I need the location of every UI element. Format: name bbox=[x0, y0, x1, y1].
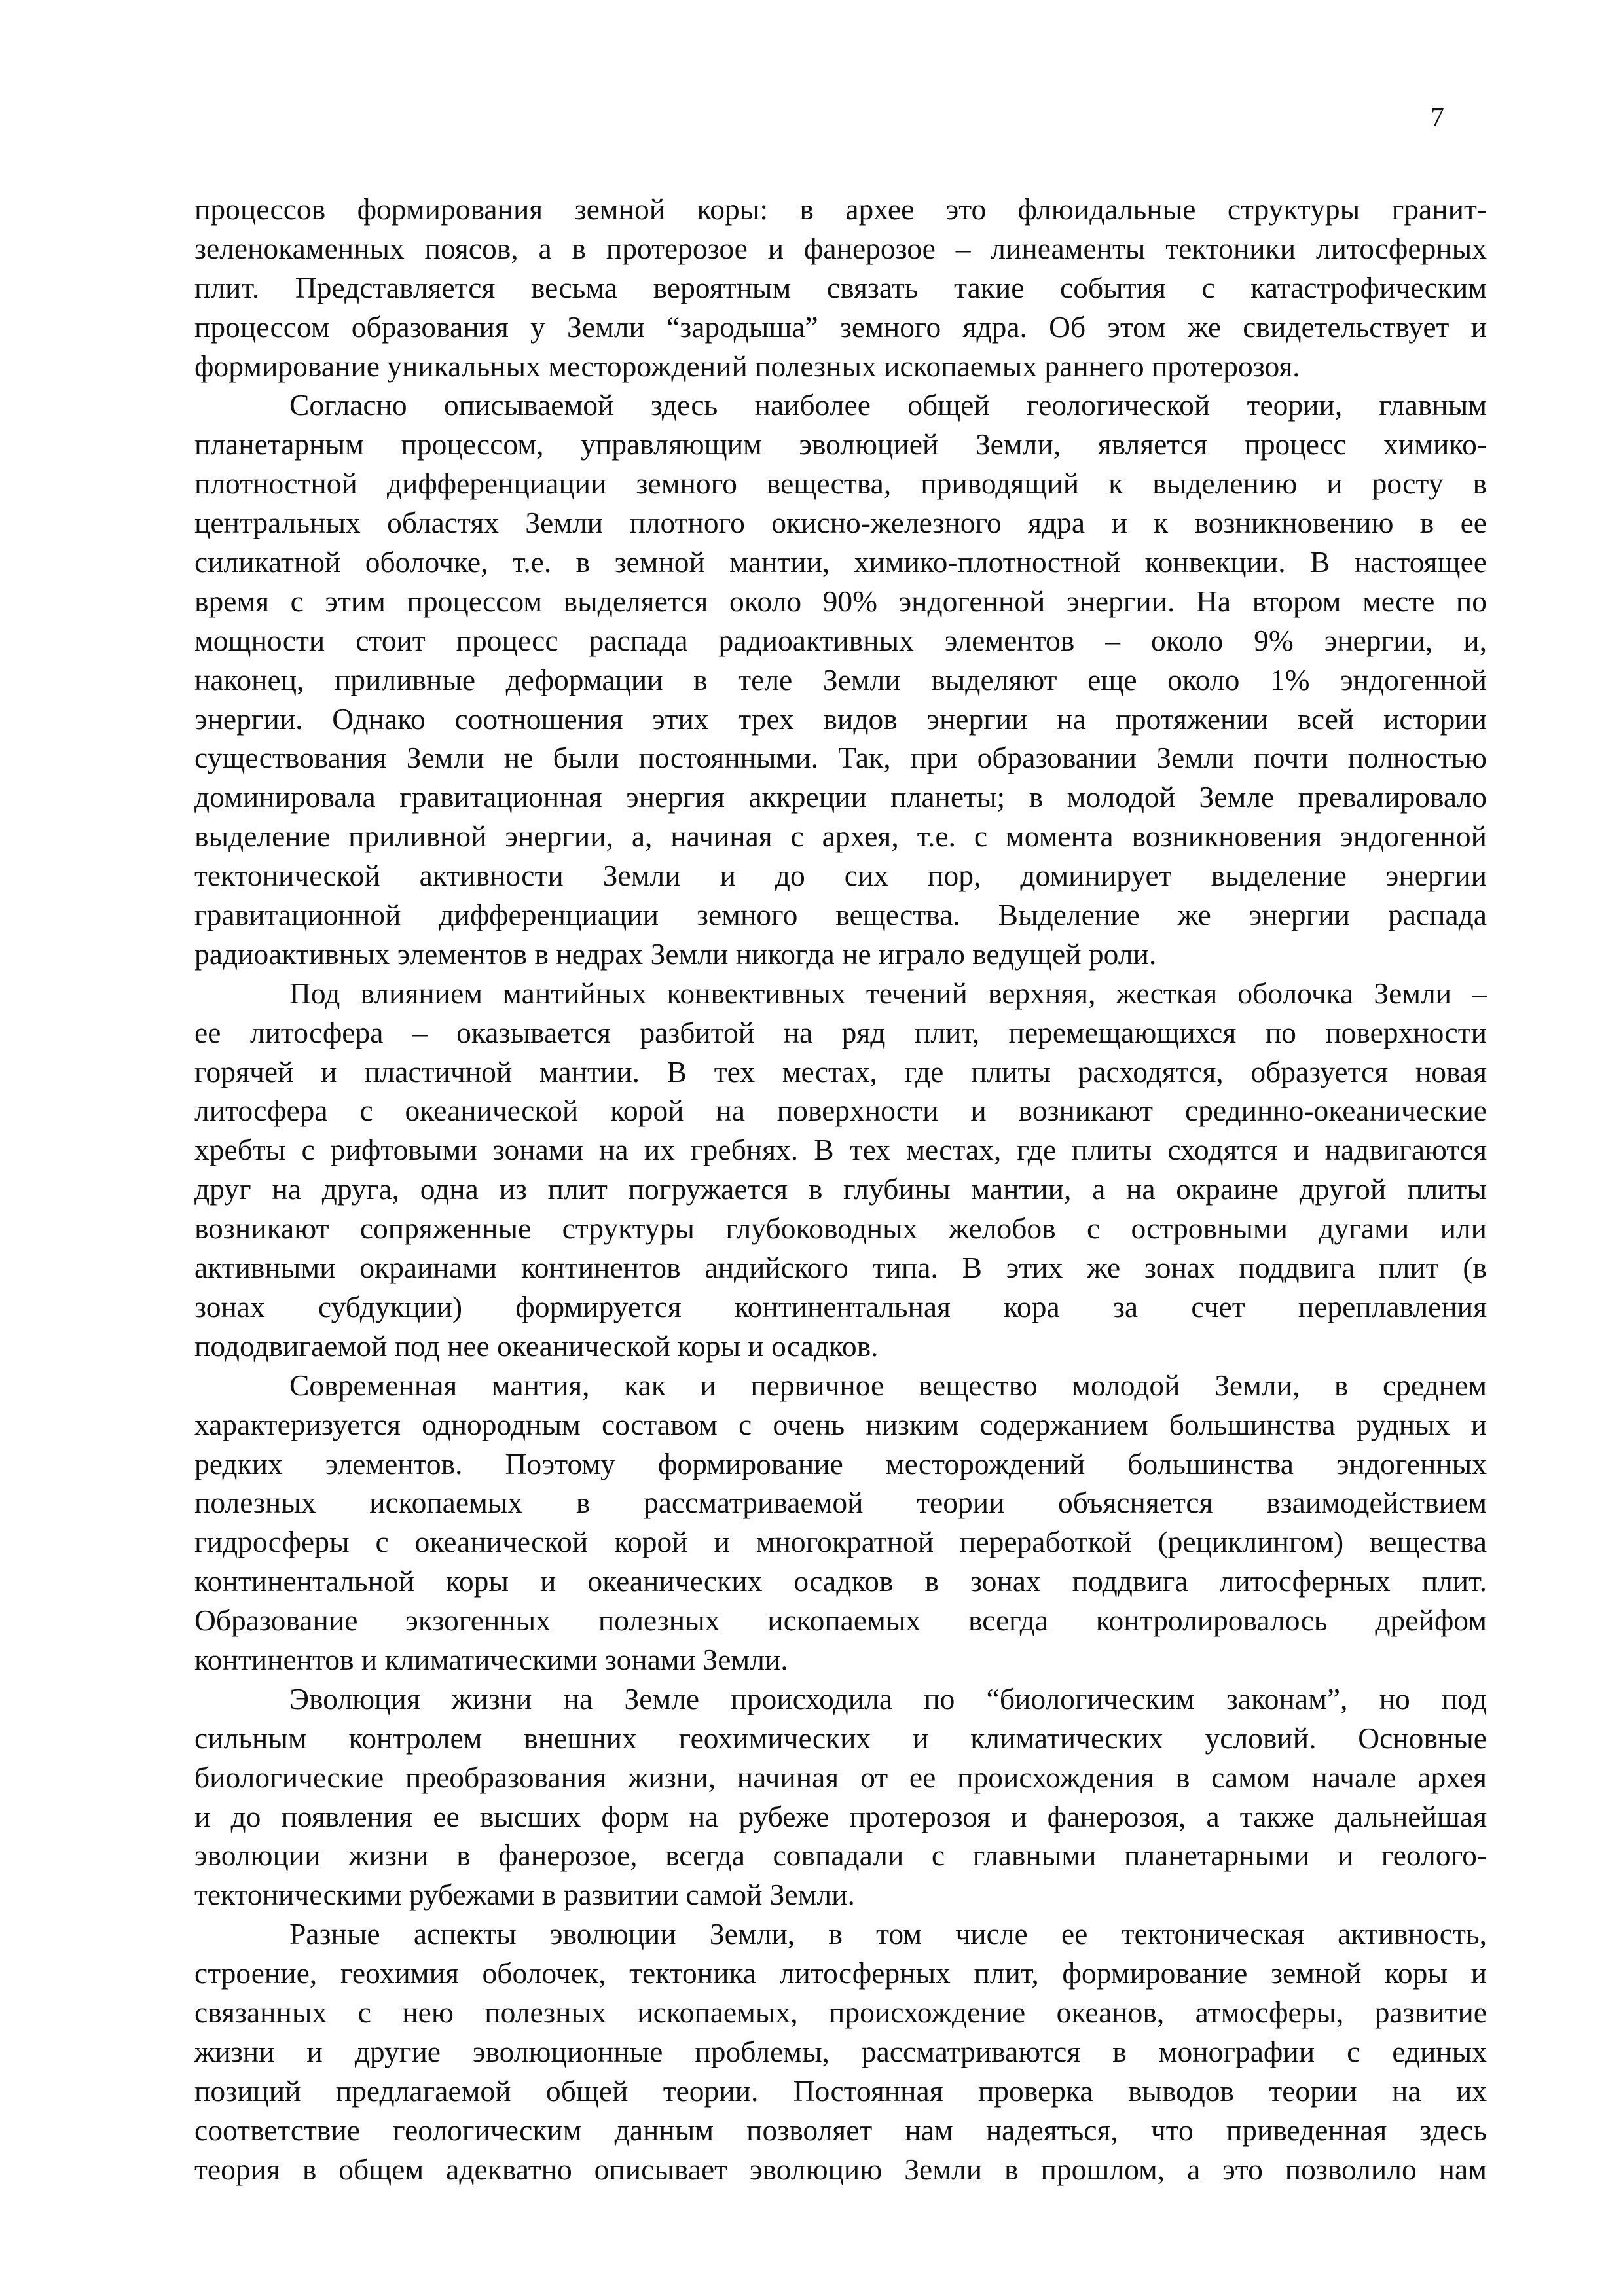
text-line: строение, геохимия оболочек, тектоника литосферных плит, формирование земной коры и bbox=[194, 1956, 1487, 1990]
paragraph bbox=[194, 190, 1487, 386]
text-line: зеленокаменных поясов, а в протерозое и фанерозое – линеаменты тектоники литосферных bbox=[194, 231, 1487, 265]
text-line: наконец, приливные деформации в теле Земли выделяют еще около 1% эндогенной bbox=[194, 662, 1487, 696]
text-line: хребты с рифтовыми зонами на их гребнях. В тех местах, где плиты сходятся и надвигаются bbox=[194, 1133, 1487, 1167]
text-line: континентальной коры и океанических осадков в зонах поддвига литосферных плит. bbox=[194, 1564, 1487, 1598]
text-line: энергии. Однако соотношения этих трех видов энергии на протяжении всей истории bbox=[194, 702, 1487, 736]
text-line: редких элементов. Поэтому формирование месторождений большинства эндогенных bbox=[194, 1446, 1487, 1480]
text-line: полезных ископаемых в рассматриваемой теории объясняется взаимодействием bbox=[194, 1486, 1487, 1520]
text-line: позиций предлагаемой общей теории. Постоянная проверка выводов теории на их bbox=[194, 2073, 1487, 2108]
paragraph bbox=[194, 1914, 1487, 2189]
text-line: выделение приливной энергии, а, начиная с архея, т.е. с момента возникновения эндогенной bbox=[194, 819, 1487, 853]
paragraph bbox=[194, 974, 1487, 1366]
text-line: Под влиянием мантийных конвективных течений верхняя, жесткая оболочка Земли – bbox=[289, 976, 1487, 1010]
text-line: плотностной дифференциации земного вещества, приводящий к выделению и росту в bbox=[194, 467, 1487, 501]
text-line: зонах субдукции) формируется континентальная кора за счет переплавления bbox=[194, 1289, 1487, 1323]
text-line: возникают сопряженные структуры глубоководных желобов с островными дугами или bbox=[194, 1211, 1487, 1246]
text-line: Эволюция жизни на Земле происходила по “биологическим законам”, но под bbox=[289, 1681, 1487, 1715]
text-line: связанных с нею полезных ископаемых, происхождение океанов, атмосферы, развитие bbox=[194, 1995, 1487, 2029]
text-line: пододвигаемой под нее океанической коры и осадков. bbox=[194, 1329, 879, 1363]
text-line: друг на друга, одна из плит погружается в глубины мантии, а на окраине другой плиты bbox=[194, 1172, 1487, 1206]
text-line: доминировала гравитационная энергия аккреции планеты; в молодой Земле превалировало bbox=[194, 780, 1487, 814]
text-line: мощности стоит процесс распада радиоактивных элементов – около 9% энергии, и, bbox=[194, 623, 1487, 657]
text-line: Разные аспекты эволюции Земли, в том числе ее тектоническая активность, bbox=[289, 1917, 1487, 1951]
text-line: активными окраинами континентов андийского типа. В этих же зонах поддвига плит (в bbox=[194, 1251, 1487, 1285]
text-line: соответствие геологическим данным позволяет нам надеяться, что приведенная здесь bbox=[194, 2113, 1487, 2147]
paragraph bbox=[194, 386, 1487, 973]
text-line: процессом образования у Земли “зародыша” земного ядра. Об этом же свидетельствует и bbox=[194, 310, 1487, 344]
text-line: континентов и климатическими зонами Земли. bbox=[194, 1642, 788, 1676]
text-line: радиоактивных элементов в недрах Земли никогда не играло ведущей роли. bbox=[194, 937, 1157, 971]
text-line: горячей и пластичной мантии. В тех местах, где плиты расходятся, образуется новая bbox=[194, 1054, 1487, 1088]
text-line: сильным контролем внешних геохимических и климатических условий. Основные bbox=[194, 1721, 1487, 1755]
text-line: тектонической активности Земли и до сих пор, доминирует выделение энергии bbox=[194, 859, 1487, 893]
text-line: характеризуется однородным составом с очень низким содержанием большинства рудных и bbox=[194, 1407, 1487, 1441]
text-line: Современная мантия, как и первичное вещество молодой Земли, в среднем bbox=[289, 1368, 1487, 1402]
text-line: жизни и другие эволюционные проблемы, рассматриваются в монографии с единых bbox=[194, 2034, 1487, 2068]
text-line: Образование экзогенных полезных ископаемых всегда контролировалось дрейфом bbox=[194, 1604, 1487, 1638]
paragraph bbox=[194, 1679, 1487, 1914]
body-text bbox=[194, 190, 1487, 2189]
text-line: теория в общем адекватно описывает эволюцию Земли в прошлом, а это позволило нам bbox=[194, 2152, 1487, 2186]
text-line: существования Земли не были постоянными. Так, при образовании Земли почти полностью bbox=[194, 741, 1487, 775]
text-line: формирование уникальных месторождений полезных ископаемых раннего протерозоя. bbox=[194, 349, 1300, 383]
text-line: ее литосфера – оказывается разбитой на ряд плит, перемещающихся по поверхности bbox=[194, 1015, 1487, 1049]
text-line: планетарным процессом, управляющим эволюцией Земли, является процесс химико- bbox=[194, 427, 1487, 461]
text-line: эволюции жизни в фанерозое, всегда совпадали с главными планетарными и геолого- bbox=[194, 1839, 1487, 1873]
text-line: гидросферы с океанической корой и многократной переработкой (рециклингом) вещества bbox=[194, 1525, 1487, 1559]
text-line: тектоническими рубежами в развитии самой Земли. bbox=[194, 1878, 855, 1912]
text-line: биологические преобразования жизни, начиная от ее происхождения в самом начале архея bbox=[194, 1760, 1487, 1794]
text-line: и до появления ее высших форм на рубеже протерозоя и фанерозоя, а также дальнейшая bbox=[194, 1799, 1487, 1833]
paragraph bbox=[194, 1366, 1487, 1679]
page-number: 7 bbox=[1431, 103, 1444, 133]
text-line: гравитационной дифференциации земного вещества. Выделение же энергии распада bbox=[194, 898, 1487, 932]
text-line: Согласно описываемой здесь наиболее общей геологической теории, главным bbox=[289, 388, 1487, 422]
text-line: процессов формирования земной коры: в архее это флюидальные структуры гранит- bbox=[194, 192, 1487, 226]
text-line: плит. Представляется весьма вероятным связать такие события с катастрофическим bbox=[194, 270, 1487, 304]
text-line: центральных областях Земли плотного окисно-железного ядра и к возникновению в ее bbox=[194, 506, 1487, 540]
text-line: литосфера с океанической корой на поверхности и возникают срединно-океанические bbox=[194, 1094, 1487, 1128]
text-line: силикатной оболочке, т.е. в земной мантии, химико-плотностной конвекции. В настоящее bbox=[194, 545, 1487, 579]
text-line: время с этим процессом выделяется около 90% эндогенной энергии. На втором месте по bbox=[194, 584, 1487, 618]
